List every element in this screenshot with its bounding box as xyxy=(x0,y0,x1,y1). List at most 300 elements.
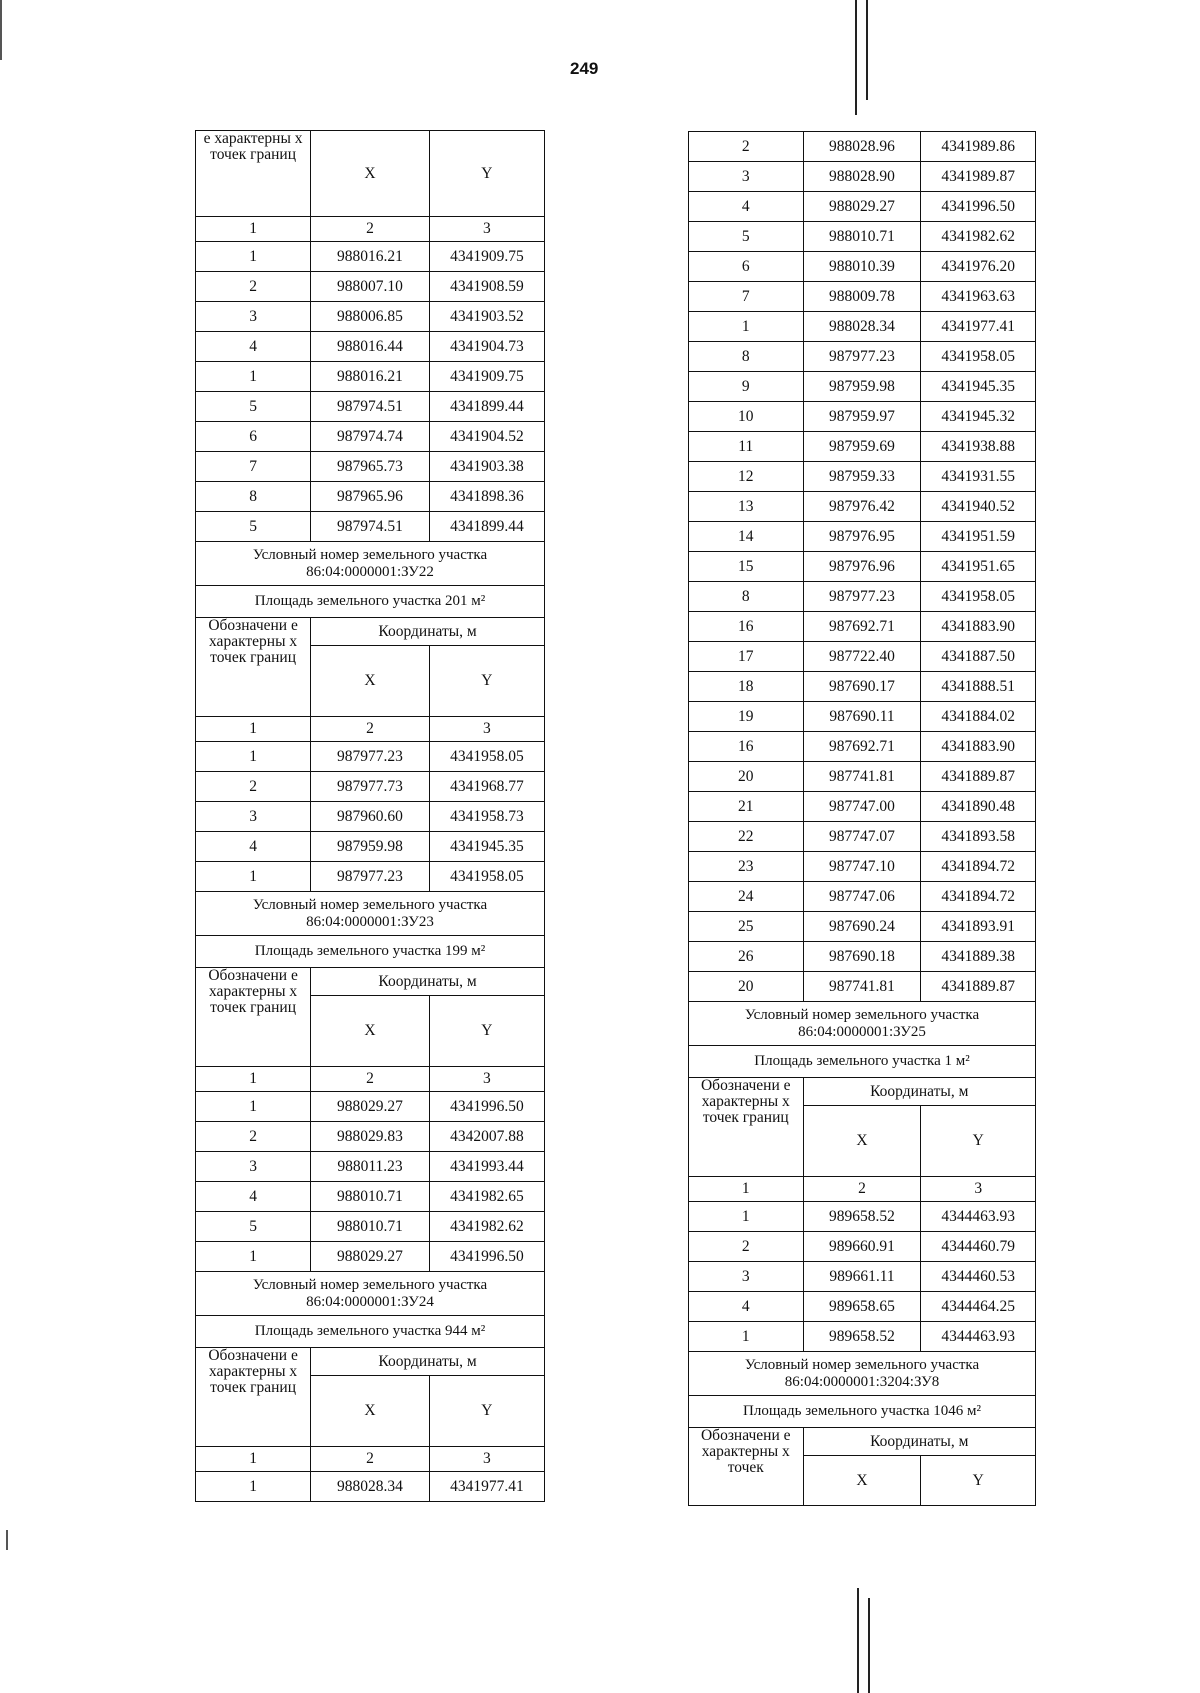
x-coordinate: 988028.34 xyxy=(803,312,921,342)
column-index: 2 xyxy=(311,217,430,242)
y-coordinate: 4341903.38 xyxy=(429,452,544,482)
column-index: 1 xyxy=(196,1447,311,1472)
coordinate-row xyxy=(689,402,1036,432)
y-header: Y xyxy=(429,131,544,217)
point-number: 5 xyxy=(196,1212,311,1242)
x-coordinate: 989660.91 xyxy=(803,1232,921,1262)
point-number: 23 xyxy=(689,852,804,882)
x-coordinate: 987959.98 xyxy=(311,832,430,862)
coordinate-row xyxy=(689,282,1036,312)
x-coordinate: 988016.21 xyxy=(311,362,430,392)
point-number: 17 xyxy=(689,642,804,672)
point-number: 3 xyxy=(196,802,311,832)
x-coordinate: 987692.71 xyxy=(803,612,921,642)
x-coordinate: 988006.85 xyxy=(311,302,430,332)
x-coordinate: 987976.96 xyxy=(803,552,921,582)
plot-area-row xyxy=(689,1046,1036,1078)
plot-number: Условный номер земельного участка 86:04:0000001:ЗУ25 xyxy=(689,1002,1036,1046)
plot-number: Условный номер земельного участка 86:04:0000001:ЗУ23 xyxy=(196,892,545,936)
point-number: 3 xyxy=(196,302,311,332)
point-number: 16 xyxy=(689,612,804,642)
column-index: 3 xyxy=(429,717,544,742)
point-designation-header: Обозначени е характерны х точек границ xyxy=(196,1348,311,1447)
scan-binding-line xyxy=(868,1598,870,1693)
point-number: 21 xyxy=(689,792,804,822)
column-index: 2 xyxy=(311,1067,430,1092)
x-coordinate: 988016.44 xyxy=(311,332,430,362)
y-header: Y xyxy=(921,1456,1036,1506)
point-designation-header: Обозначени е характерны х точек границ xyxy=(196,618,311,717)
coordinate-row xyxy=(689,732,1036,762)
scan-binding-line xyxy=(855,0,857,115)
coordinate-row xyxy=(689,1232,1036,1262)
x-header: X xyxy=(311,1376,430,1447)
coordinate-row xyxy=(689,1322,1036,1352)
x-coordinate: 989658.52 xyxy=(803,1202,921,1232)
point-number: 13 xyxy=(689,492,804,522)
plot-area-row xyxy=(196,936,545,968)
x-coordinate: 988028.96 xyxy=(803,132,921,162)
coordinate-row xyxy=(196,482,545,512)
x-coordinate: 987977.23 xyxy=(311,862,430,892)
scan-binding-line xyxy=(857,1588,859,1693)
point-number: 16 xyxy=(689,732,804,762)
y-coordinate: 4341894.72 xyxy=(921,852,1036,882)
coordinate-row xyxy=(689,762,1036,792)
coordinates-table-right xyxy=(688,131,1036,1506)
column-index-row xyxy=(196,217,545,242)
coordinates-header: Координаты, м xyxy=(311,1348,545,1376)
x-coordinate: 988028.34 xyxy=(311,1472,430,1502)
column-index-row xyxy=(689,1177,1036,1202)
y-coordinate: 4341976.20 xyxy=(921,252,1036,282)
coordinate-row xyxy=(196,512,545,542)
point-number: 11 xyxy=(689,432,804,462)
x-coordinate: 987690.18 xyxy=(803,942,921,972)
x-coordinate: 989661.11 xyxy=(803,1262,921,1292)
plot-area-row xyxy=(196,1316,545,1348)
x-coordinate: 987974.74 xyxy=(311,422,430,452)
column-index: 1 xyxy=(689,1177,804,1202)
point-number: 1 xyxy=(689,1322,804,1352)
coordinates-header: Координаты, м xyxy=(311,618,545,646)
scan-edge-mark xyxy=(6,1530,8,1550)
table-header-row xyxy=(689,1078,1036,1106)
point-number: 4 xyxy=(196,1182,311,1212)
plot-area: Площадь земельного участка 201 м² xyxy=(196,586,545,618)
y-coordinate: 4342007.88 xyxy=(429,1122,544,1152)
coordinate-row xyxy=(689,642,1036,672)
coordinates-header: Координаты, м xyxy=(803,1078,1036,1106)
y-coordinate: 4341977.41 xyxy=(921,312,1036,342)
table-header-row xyxy=(196,131,545,217)
x-coordinate: 987977.73 xyxy=(311,772,430,802)
x-coordinate: 987960.60 xyxy=(311,802,430,832)
x-coordinate: 987741.81 xyxy=(803,762,921,792)
x-coordinate: 987959.98 xyxy=(803,372,921,402)
plot-area: Площадь земельного участка 1 м² xyxy=(689,1046,1036,1078)
y-coordinate: 4341958.05 xyxy=(429,742,544,772)
y-header: Y xyxy=(429,646,544,717)
coordinate-row xyxy=(689,1202,1036,1232)
y-coordinate: 4341903.52 xyxy=(429,302,544,332)
y-coordinate: 4341958.05 xyxy=(429,862,544,892)
coordinate-row xyxy=(196,1152,545,1182)
x-coordinate: 988029.27 xyxy=(311,1242,430,1272)
coordinate-row xyxy=(196,1472,545,1502)
y-coordinate: 4341968.77 xyxy=(429,772,544,802)
right-column xyxy=(688,131,1036,1506)
x-coordinate: 988028.90 xyxy=(803,162,921,192)
point-number: 1 xyxy=(196,742,311,772)
x-header: X xyxy=(803,1456,921,1506)
y-coordinate: 4341893.58 xyxy=(921,822,1036,852)
y-coordinate: 4341889.38 xyxy=(921,942,1036,972)
left-column xyxy=(195,130,545,1502)
x-coordinate: 988010.71 xyxy=(803,222,921,252)
point-number: 1 xyxy=(196,1472,311,1502)
table-header-row xyxy=(196,1348,545,1376)
coordinate-row xyxy=(689,432,1036,462)
y-coordinate: 4341884.02 xyxy=(921,702,1036,732)
column-index: 3 xyxy=(429,217,544,242)
plot-number: Условный номер земельного участка 86:04:0000001:ЗУ22 xyxy=(196,542,545,586)
point-number: 3 xyxy=(689,162,804,192)
point-number: 3 xyxy=(196,1152,311,1182)
x-coordinate: 987965.96 xyxy=(311,482,430,512)
plot-area: Площадь земельного участка 1046 м² xyxy=(689,1396,1036,1428)
coordinate-row xyxy=(689,582,1036,612)
coordinates-header: Координаты, м xyxy=(311,968,545,996)
column-index: 2 xyxy=(311,717,430,742)
point-number: 2 xyxy=(196,1122,311,1152)
y-coordinate: 4341883.90 xyxy=(921,612,1036,642)
y-coordinate: 4341951.59 xyxy=(921,522,1036,552)
y-coordinate: 4341889.87 xyxy=(921,762,1036,792)
page-number: 249 xyxy=(570,59,599,78)
point-number: 25 xyxy=(689,912,804,942)
point-number: 2 xyxy=(689,1232,804,1262)
y-coordinate: 4341899.44 xyxy=(429,392,544,422)
x-coordinate: 987976.95 xyxy=(803,522,921,552)
y-coordinate: 4341951.65 xyxy=(921,552,1036,582)
plot-area: Площадь земельного участка 199 м² xyxy=(196,936,545,968)
x-coordinate: 987959.97 xyxy=(803,402,921,432)
y-coordinate: 4341894.72 xyxy=(921,882,1036,912)
coordinates-header: Координаты, м xyxy=(803,1428,1036,1456)
x-coordinate: 987747.07 xyxy=(803,822,921,852)
coordinate-row xyxy=(196,742,545,772)
coordinate-row xyxy=(689,462,1036,492)
coordinate-row xyxy=(196,772,545,802)
point-designation-header: Обозначени е характерны х точек границ xyxy=(196,968,311,1067)
column-index: 2 xyxy=(803,1177,921,1202)
x-coordinate: 988029.27 xyxy=(311,1092,430,1122)
plot-number-row xyxy=(689,1002,1036,1046)
x-coordinate: 987692.71 xyxy=(803,732,921,762)
point-number: 4 xyxy=(689,192,804,222)
x-coordinate: 988010.71 xyxy=(311,1212,430,1242)
point-number: 22 xyxy=(689,822,804,852)
point-number: 4 xyxy=(196,332,311,362)
column-index: 1 xyxy=(196,717,311,742)
point-number: 1 xyxy=(196,362,311,392)
y-coordinate: 4341893.91 xyxy=(921,912,1036,942)
x-coordinate: 987965.73 xyxy=(311,452,430,482)
coordinate-row xyxy=(196,242,545,272)
point-number: 8 xyxy=(196,482,311,512)
y-coordinate: 4341889.87 xyxy=(921,972,1036,1002)
coordinate-row xyxy=(196,302,545,332)
coordinate-row xyxy=(689,372,1036,402)
point-number: 4 xyxy=(196,832,311,862)
column-index-row xyxy=(196,1447,545,1472)
coordinate-row xyxy=(689,222,1036,252)
coordinate-row xyxy=(689,912,1036,942)
plot-area-row xyxy=(196,586,545,618)
coordinate-row xyxy=(196,332,545,362)
plot-number-row xyxy=(196,1272,545,1316)
y-coordinate: 4341982.62 xyxy=(921,222,1036,252)
coordinate-row xyxy=(689,342,1036,372)
coordinate-row xyxy=(196,1182,545,1212)
point-number: 12 xyxy=(689,462,804,492)
table-header-row xyxy=(196,968,545,996)
coordinate-row xyxy=(196,272,545,302)
x-coordinate: 987977.23 xyxy=(803,582,921,612)
x-header: X xyxy=(803,1106,921,1177)
plot-number: Условный номер земельного участка 86:04:0000001:ЗУ24 xyxy=(196,1272,545,1316)
point-designation-header: Обозначени е характерны х точек границ xyxy=(689,1078,804,1177)
y-coordinate: 4344463.93 xyxy=(921,1322,1036,1352)
point-number: 18 xyxy=(689,672,804,702)
y-coordinate: 4341940.52 xyxy=(921,492,1036,522)
y-coordinate: 4341996.50 xyxy=(429,1242,544,1272)
coordinate-row xyxy=(689,852,1036,882)
x-coordinate: 987690.24 xyxy=(803,912,921,942)
y-coordinate: 4341945.35 xyxy=(429,832,544,862)
coordinate-row xyxy=(689,792,1036,822)
y-header: Y xyxy=(429,996,544,1067)
y-coordinate: 4341888.51 xyxy=(921,672,1036,702)
plot-number-row xyxy=(196,542,545,586)
scan-edge-mark xyxy=(0,0,2,60)
point-number: 20 xyxy=(689,972,804,1002)
coordinate-row xyxy=(196,1212,545,1242)
coordinates-table-left xyxy=(195,130,545,1502)
coordinate-row xyxy=(689,1262,1036,1292)
x-coordinate: 988029.27 xyxy=(803,192,921,222)
x-coordinate: 988011.23 xyxy=(311,1152,430,1182)
y-coordinate: 4341938.88 xyxy=(921,432,1036,462)
x-coordinate: 988010.71 xyxy=(311,1182,430,1212)
coordinate-row xyxy=(689,552,1036,582)
column-index-row xyxy=(196,1067,545,1092)
point-number: 2 xyxy=(196,272,311,302)
x-coordinate: 987747.06 xyxy=(803,882,921,912)
x-coordinate: 988016.21 xyxy=(311,242,430,272)
y-coordinate: 4341909.75 xyxy=(429,242,544,272)
column-index-row xyxy=(196,717,545,742)
y-coordinate: 4341982.62 xyxy=(429,1212,544,1242)
coordinate-row xyxy=(689,1292,1036,1322)
x-header: X xyxy=(311,131,430,217)
plot-area-row xyxy=(689,1396,1036,1428)
y-coordinate: 4344460.53 xyxy=(921,1262,1036,1292)
point-number: 1 xyxy=(196,1092,311,1122)
coordinate-row xyxy=(689,312,1036,342)
coordinate-row xyxy=(196,362,545,392)
y-header: Y xyxy=(921,1106,1036,1177)
y-coordinate: 4341993.44 xyxy=(429,1152,544,1182)
point-number: 15 xyxy=(689,552,804,582)
y-coordinate: 4341963.63 xyxy=(921,282,1036,312)
y-header: Y xyxy=(429,1376,544,1447)
coordinate-row xyxy=(689,822,1036,852)
x-coordinate: 989658.65 xyxy=(803,1292,921,1322)
plot-number-row xyxy=(196,892,545,936)
coordinate-row xyxy=(689,252,1036,282)
point-number: 4 xyxy=(689,1292,804,1322)
point-number: 3 xyxy=(689,1262,804,1292)
point-number: 9 xyxy=(689,372,804,402)
point-number: 14 xyxy=(689,522,804,552)
y-coordinate: 4341958.73 xyxy=(429,802,544,832)
y-coordinate: 4341904.52 xyxy=(429,422,544,452)
point-number: 1 xyxy=(196,1242,311,1272)
y-coordinate: 4341887.50 xyxy=(921,642,1036,672)
x-coordinate: 987747.00 xyxy=(803,792,921,822)
coordinate-row xyxy=(196,1122,545,1152)
y-coordinate: 4341931.55 xyxy=(921,462,1036,492)
x-coordinate: 987976.42 xyxy=(803,492,921,522)
coordinate-row xyxy=(689,702,1036,732)
table-header-row xyxy=(196,618,545,646)
point-number: 8 xyxy=(689,342,804,372)
column-index: 3 xyxy=(429,1067,544,1092)
coordinate-row xyxy=(196,862,545,892)
coordinate-row xyxy=(689,972,1036,1002)
coordinate-row xyxy=(196,452,545,482)
coordinate-row xyxy=(689,882,1036,912)
point-number: 1 xyxy=(196,242,311,272)
point-number: 7 xyxy=(196,452,311,482)
y-coordinate: 4341996.50 xyxy=(429,1092,544,1122)
point-number: 2 xyxy=(689,132,804,162)
x-coordinate: 987977.23 xyxy=(803,342,921,372)
x-coordinate: 987974.51 xyxy=(311,512,430,542)
coordinate-row xyxy=(689,162,1036,192)
coordinate-row xyxy=(689,612,1036,642)
x-coordinate: 987741.81 xyxy=(803,972,921,1002)
x-header: X xyxy=(311,996,430,1067)
table-header-row xyxy=(689,1428,1036,1456)
y-coordinate: 4341904.73 xyxy=(429,332,544,362)
x-coordinate: 988007.10 xyxy=(311,272,430,302)
point-number: 1 xyxy=(689,312,804,342)
coordinate-row xyxy=(689,492,1036,522)
scan-binding-line xyxy=(866,0,868,100)
point-number: 20 xyxy=(689,762,804,792)
point-number: 26 xyxy=(689,942,804,972)
y-coordinate: 4344463.93 xyxy=(921,1202,1036,1232)
column-index: 2 xyxy=(311,1447,430,1472)
coordinate-row xyxy=(689,192,1036,222)
point-number: 8 xyxy=(689,582,804,612)
x-coordinate: 988029.83 xyxy=(311,1122,430,1152)
y-coordinate: 4341945.35 xyxy=(921,372,1036,402)
plot-area: Площадь земельного участка 944 м² xyxy=(196,1316,545,1348)
x-coordinate: 987959.69 xyxy=(803,432,921,462)
point-number: 10 xyxy=(689,402,804,432)
coordinate-row xyxy=(689,942,1036,972)
point-number: 6 xyxy=(689,252,804,282)
y-coordinate: 4341899.44 xyxy=(429,512,544,542)
x-coordinate: 987722.40 xyxy=(803,642,921,672)
coordinate-row xyxy=(196,832,545,862)
point-number: 7 xyxy=(689,282,804,312)
point-number: 5 xyxy=(196,392,311,422)
point-number: 5 xyxy=(689,222,804,252)
y-coordinate: 4341989.86 xyxy=(921,132,1036,162)
y-coordinate: 4341989.87 xyxy=(921,162,1036,192)
point-number: 6 xyxy=(196,422,311,452)
column-index: 1 xyxy=(196,217,311,242)
x-coordinate: 987690.17 xyxy=(803,672,921,702)
plot-number: Условный номер земельного участка 86:04:0000001:3204:ЗУ8 xyxy=(689,1352,1036,1396)
x-coordinate: 987977.23 xyxy=(311,742,430,772)
x-coordinate: 987974.51 xyxy=(311,392,430,422)
y-coordinate: 4341898.36 xyxy=(429,482,544,512)
y-coordinate: 4341958.05 xyxy=(921,342,1036,372)
x-coordinate: 987747.10 xyxy=(803,852,921,882)
y-coordinate: 4341883.90 xyxy=(921,732,1036,762)
column-index: 3 xyxy=(429,1447,544,1472)
coordinate-row xyxy=(196,1092,545,1122)
y-coordinate: 4341890.48 xyxy=(921,792,1036,822)
point-number: 24 xyxy=(689,882,804,912)
y-coordinate: 4341945.32 xyxy=(921,402,1036,432)
coordinate-row xyxy=(196,392,545,422)
point-designation-header: е характерны х точек границ xyxy=(196,131,311,217)
y-coordinate: 4344460.79 xyxy=(921,1232,1036,1262)
column-index: 3 xyxy=(921,1177,1036,1202)
coordinate-row xyxy=(196,802,545,832)
x-coordinate: 989658.52 xyxy=(803,1322,921,1352)
point-number: 19 xyxy=(689,702,804,732)
y-coordinate: 4341909.75 xyxy=(429,362,544,392)
coordinate-row xyxy=(689,132,1036,162)
point-number: 5 xyxy=(196,512,311,542)
plot-number-row xyxy=(689,1352,1036,1396)
point-number: 1 xyxy=(196,862,311,892)
y-coordinate: 4341996.50 xyxy=(921,192,1036,222)
y-coordinate: 4344464.25 xyxy=(921,1292,1036,1322)
coordinate-row xyxy=(196,422,545,452)
column-index: 1 xyxy=(196,1067,311,1092)
coordinate-row xyxy=(689,672,1036,702)
x-header: X xyxy=(311,646,430,717)
y-coordinate: 4341977.41 xyxy=(429,1472,544,1502)
y-coordinate: 4341958.05 xyxy=(921,582,1036,612)
y-coordinate: 4341908.59 xyxy=(429,272,544,302)
x-coordinate: 987690.11 xyxy=(803,702,921,732)
coordinate-row xyxy=(196,1242,545,1272)
point-number: 1 xyxy=(689,1202,804,1232)
point-number: 2 xyxy=(196,772,311,802)
point-designation-header: Обозначени е характерны х точек xyxy=(689,1428,804,1506)
y-coordinate: 4341982.65 xyxy=(429,1182,544,1212)
